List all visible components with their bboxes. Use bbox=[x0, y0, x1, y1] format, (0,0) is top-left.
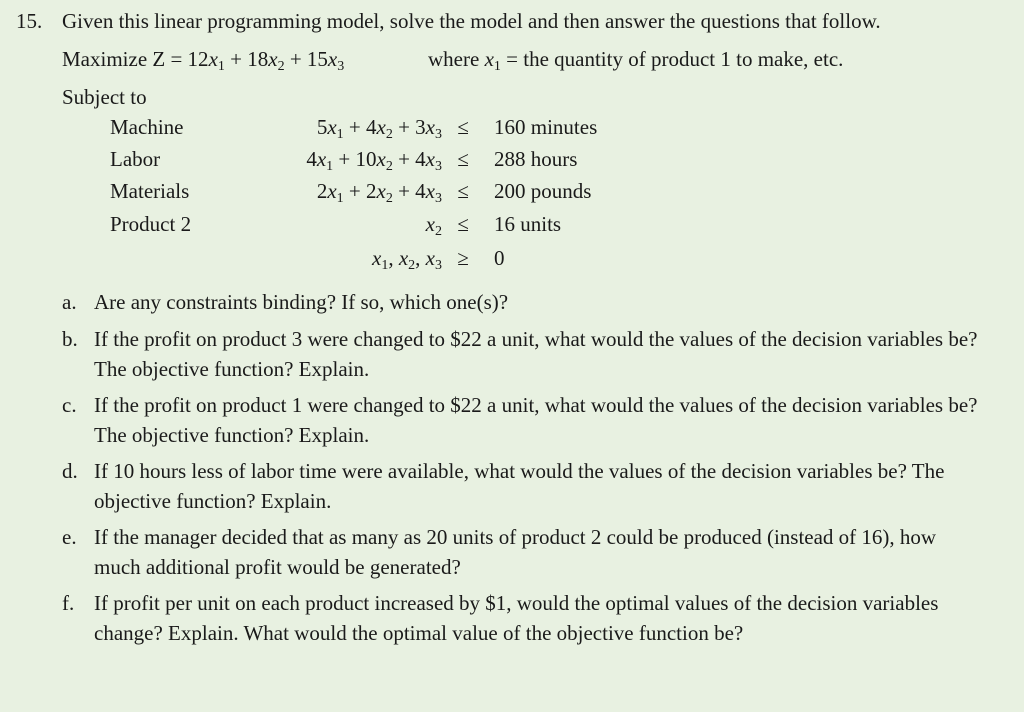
subject-to: Subject to bbox=[62, 85, 147, 109]
problem-number: 15. bbox=[16, 9, 43, 33]
question-e bbox=[62, 522, 982, 582]
where-rest: = the quantity of product 1 to make, etc. bbox=[506, 47, 844, 71]
question-text: If the profit on product 1 were changed to $22 a unit, what would the values of the decision variables be? The objective function? Explain. bbox=[94, 393, 978, 447]
constraint-expression: $x_1$, $x_2$, $x_3$ bbox=[372, 246, 442, 273]
constraint-expression: $x_2$ bbox=[425, 212, 442, 239]
constraint-expression: $4x_1 + 10x_2 + 4x_3$ bbox=[306, 147, 442, 174]
constraint-relation: ≤ bbox=[457, 179, 469, 203]
question-letter: c. bbox=[62, 393, 77, 417]
question-text: If the manager decided that as many as 20 units of product 2 could be produced (instead of 16), how much additional profit would be generated? bbox=[94, 525, 937, 579]
constraint-relation: ≤ bbox=[457, 212, 469, 236]
problem-intro: Given this linear programming model, solve the model and then answer the questions that follow. bbox=[62, 9, 881, 33]
where-word: where bbox=[428, 47, 480, 71]
constraint-expression: $2x_1 + 2x_2 + 4x_3$ bbox=[316, 179, 442, 206]
constraint-rhs: 0 bbox=[494, 246, 505, 270]
question-letter: e. bbox=[62, 525, 77, 549]
constraint-relation: ≥ bbox=[457, 246, 469, 270]
question-a bbox=[62, 287, 982, 317]
constraint-rhs: 16 units bbox=[494, 212, 562, 236]
constraint-relation: ≤ bbox=[457, 115, 469, 139]
question-letter: f. bbox=[62, 591, 75, 615]
question-letter: d. bbox=[62, 459, 78, 483]
question-text: If profit per unit on each product increased by $1, would the optimal values of the decision variables change? Explain. What would the optimal value of the objective function be? bbox=[94, 591, 939, 645]
objective-where: where $x_1$ = the quantity of product 1 to make, etc. bbox=[428, 47, 844, 74]
constraint-expression: $5x_1 + 4x_2 + 3x_3$ bbox=[316, 115, 442, 142]
question-letter: b. bbox=[62, 327, 78, 351]
question-b bbox=[62, 324, 982, 384]
constraint-relation: ≤ bbox=[457, 147, 469, 171]
question-d bbox=[62, 456, 982, 516]
constraint-rhs: 288 hours bbox=[494, 147, 578, 171]
constraint-rhs: 160 minutes bbox=[494, 115, 598, 139]
question-f bbox=[62, 588, 982, 648]
constraint-label: Materials bbox=[110, 179, 190, 203]
question-text: If the profit on product 3 were changed to $22 a unit, what would the values of the decision variables be? The objective function? Explain. bbox=[94, 327, 978, 381]
objective-prefix: Maximize Z = 12 bbox=[62, 47, 209, 71]
question-text: If 10 hours less of labor time were available, what would the values of the decision variables be? The objective function? Explain. bbox=[94, 459, 945, 513]
constraint-rhs: 200 pounds bbox=[494, 179, 592, 203]
constraint-label: Product 2 bbox=[110, 212, 192, 236]
question-c bbox=[62, 390, 982, 450]
question-text: Are any constraints binding? If so, which one(s)? bbox=[94, 290, 509, 314]
constraint-label: Machine bbox=[110, 115, 184, 139]
question-letter: a. bbox=[62, 290, 77, 314]
objective-function: Maximize $Z = 12x_1 + 18x_2 + 15x_3$ bbox=[62, 47, 345, 74]
constraint-label: Labor bbox=[110, 147, 161, 171]
